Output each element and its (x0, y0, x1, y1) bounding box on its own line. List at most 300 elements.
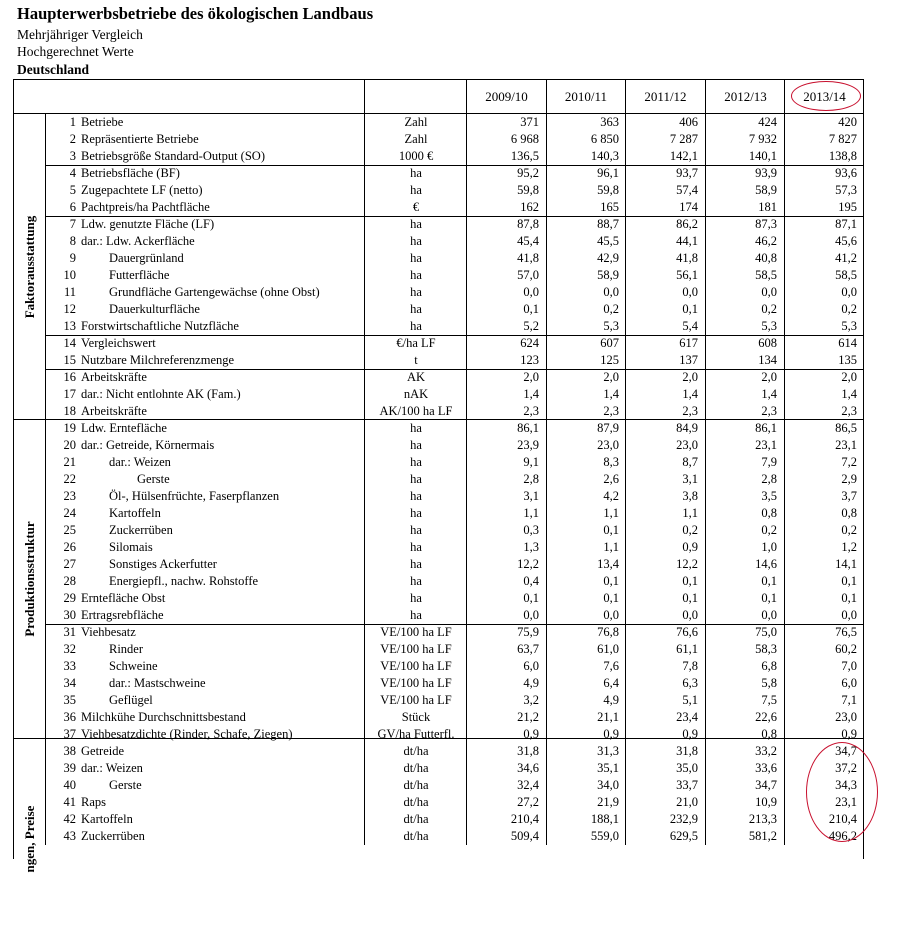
value-cell: 125 (600, 353, 619, 367)
value-cell: 87,3 (755, 217, 777, 231)
row-unit: AK/100 ha LF (379, 404, 453, 418)
table-row (0, 420, 870, 437)
row-label: Milchkühe Durchschnittsbestand (81, 710, 246, 724)
value-cell: 614 (838, 336, 857, 350)
value-cell: 0,0 (682, 285, 698, 299)
row-number: 2 (69, 132, 76, 146)
table-row (0, 352, 870, 369)
row-number: 38 (63, 744, 76, 758)
value-cell: 34,7 (835, 744, 857, 758)
row-number: 26 (63, 540, 76, 554)
table-row (0, 318, 870, 335)
year-header-2010-11: 2010/11 (564, 89, 608, 104)
value-cell: 2,8 (523, 472, 539, 486)
value-cell: 2,0 (603, 370, 619, 384)
row-label: Pachtpreis/ha Pachtfläche (81, 200, 210, 214)
table-row (0, 692, 870, 709)
value-cell: 7 932 (748, 132, 777, 146)
row-unit: dt/ha (403, 829, 429, 843)
value-cell: 0,1 (682, 591, 698, 605)
page-title: Haupterwerbsbetriebe des ökologischen Landbaus (17, 4, 374, 23)
value-cell: 4,2 (603, 489, 619, 503)
row-unit: ha (410, 166, 422, 180)
row-label: Getreide (81, 744, 125, 758)
value-cell: 86,1 (755, 421, 777, 435)
table-row (0, 233, 870, 250)
value-cell: 21,2 (517, 710, 539, 724)
row-unit: ha (410, 421, 422, 435)
table-row (0, 607, 870, 624)
section-label: Faktorausstattung (21, 215, 37, 318)
value-cell: 33,7 (676, 778, 698, 792)
row-number: 40 (63, 778, 76, 792)
value-cell: 0,8 (841, 506, 857, 520)
value-cell: 23,0 (676, 438, 698, 452)
value-cell: 46,2 (755, 234, 777, 248)
value-cell: 93,7 (676, 166, 698, 180)
value-cell: 32,4 (517, 778, 539, 792)
row-number: 11 (63, 285, 76, 299)
subtitle-comparison: Mehrjähriger Vergleich (17, 27, 143, 42)
value-cell: 165 (600, 200, 619, 214)
table-row (0, 471, 870, 488)
table-row (0, 522, 870, 539)
value-cell: 0,1 (841, 591, 857, 605)
row-unit: dt/ha (403, 795, 429, 809)
row-label: Gerste (137, 472, 170, 486)
value-cell: 22,6 (755, 710, 777, 724)
value-cell: 0,0 (761, 608, 777, 622)
row-unit: ha (410, 183, 422, 197)
value-cell: 1,1 (603, 540, 619, 554)
year-header-2011-12: 2011/12 (644, 89, 687, 104)
value-cell: 7,6 (603, 659, 619, 673)
row-unit: ha (410, 217, 422, 231)
value-cell: 8,7 (682, 455, 698, 469)
row-label: Öl-, Hülsenfrüchte, Faserpflanzen (109, 489, 280, 503)
value-cell: 84,9 (676, 421, 698, 435)
value-cell: 629,5 (669, 829, 698, 843)
row-unit: Stück (401, 710, 431, 724)
table-row (0, 131, 870, 148)
row-label: Ertragsrebfläche (81, 608, 164, 622)
row-label: Gerste (109, 778, 142, 792)
value-cell: 140,1 (748, 149, 777, 163)
country-label: Deutschland (17, 62, 90, 77)
value-cell: 0,1 (603, 523, 619, 537)
row-number: 7 (69, 217, 76, 231)
table-row (0, 250, 870, 267)
table-row (0, 811, 870, 828)
value-cell: 27,2 (517, 795, 539, 809)
row-number: 28 (63, 574, 76, 588)
table-row (0, 709, 870, 726)
table-row (0, 726, 870, 743)
row-label: Dauergrünland (109, 251, 184, 265)
row-label: Energiepfl., nachw. Rohstoffe (109, 574, 259, 588)
table-row (0, 165, 870, 182)
value-cell: 44,1 (676, 234, 698, 248)
value-cell: 0,4 (523, 574, 539, 588)
value-cell: 0,2 (682, 523, 698, 537)
value-cell: 59,8 (517, 183, 539, 197)
value-cell: 86,5 (835, 421, 857, 435)
row-number: 8 (69, 234, 76, 248)
row-number: 24 (63, 506, 76, 520)
row-unit: t (414, 353, 418, 367)
value-cell: 0,9 (523, 727, 539, 741)
value-cell: 6,8 (761, 659, 777, 673)
row-label: Kartoffeln (81, 812, 133, 826)
value-cell: 188,1 (590, 812, 619, 826)
value-cell: 56,1 (676, 268, 698, 282)
row-label: Dauerkulturfläche (109, 302, 200, 316)
value-cell: 0,2 (761, 523, 777, 537)
table-row (0, 556, 870, 573)
value-cell: 23,1 (835, 795, 857, 809)
highlight-circle-values (806, 742, 878, 842)
value-cell: 23,4 (676, 710, 698, 724)
value-cell: 7,9 (761, 455, 777, 469)
value-cell: 2,9 (841, 472, 857, 486)
table-row (0, 777, 870, 794)
row-unit: ha (410, 591, 422, 605)
row-label: Arbeitskräfte (81, 404, 147, 418)
row-unit: ha (410, 506, 422, 520)
row-label: Rinder (109, 642, 144, 656)
row-label: Grundfläche Gartengewächse (ohne Obst) (109, 285, 320, 299)
value-cell: 607 (600, 336, 619, 350)
value-cell: 136,5 (510, 149, 539, 163)
row-unit: €/ha LF (396, 336, 436, 350)
table-row (0, 199, 870, 216)
row-number: 9 (69, 251, 76, 265)
value-cell: 5,3 (841, 319, 857, 333)
row-unit: ha (410, 438, 422, 452)
value-cell: 2,0 (523, 370, 539, 384)
value-cell: 5,8 (761, 676, 777, 690)
table-row (0, 216, 870, 233)
value-cell: 45,5 (597, 234, 619, 248)
value-cell: 23,1 (835, 438, 857, 452)
value-cell: 0,0 (523, 285, 539, 299)
table-row (0, 760, 870, 777)
value-cell: 424 (758, 115, 777, 129)
value-cell: 3,8 (682, 489, 698, 503)
value-cell: 174 (679, 200, 698, 214)
row-label: Arbeitskräfte (81, 370, 147, 384)
value-cell: 0,8 (761, 727, 777, 741)
table-row (0, 658, 870, 675)
value-cell: 41,8 (676, 251, 698, 265)
value-cell: 93,9 (755, 166, 777, 180)
value-cell: 5,1 (682, 693, 698, 707)
value-cell: 4,9 (603, 693, 619, 707)
table-row (0, 641, 870, 658)
value-cell: 95,2 (517, 166, 539, 180)
row-label: Viehbesatz (81, 625, 136, 639)
table-row (0, 437, 870, 454)
value-cell: 0,0 (761, 285, 777, 299)
value-cell: 1,1 (682, 506, 698, 520)
row-number: 33 (63, 659, 76, 673)
value-cell: 7,2 (841, 455, 857, 469)
value-cell: 87,8 (517, 217, 539, 231)
row-unit: ha (410, 608, 422, 622)
value-cell: 420 (838, 115, 857, 129)
value-cell: 7,8 (682, 659, 698, 673)
table-row (0, 267, 870, 284)
value-cell: 21,0 (676, 795, 698, 809)
row-unit: dt/ha (403, 778, 429, 792)
row-unit: VE/100 ha LF (380, 659, 452, 673)
value-cell: 3,1 (682, 472, 698, 486)
row-number: 16 (63, 370, 76, 384)
value-cell: 1,2 (841, 540, 857, 554)
row-label: dar.: Nicht entlohnte AK (Fam.) (81, 387, 241, 401)
value-cell: 23,0 (835, 710, 857, 724)
value-cell: 0,1 (523, 302, 539, 316)
value-cell: 0,0 (682, 608, 698, 622)
row-number: 43 (63, 829, 76, 843)
row-label: Kartoffeln (109, 506, 161, 520)
row-unit: VE/100 ha LF (380, 625, 452, 639)
value-cell: 142,1 (669, 149, 698, 163)
value-cell: 137 (679, 353, 698, 367)
row-unit: ha (410, 540, 422, 554)
value-cell: 86,2 (676, 217, 698, 231)
value-cell: 0,1 (682, 574, 698, 588)
row-label: Vergleichswert (81, 336, 156, 350)
value-cell: 4,9 (523, 676, 539, 690)
row-unit: ha (410, 319, 422, 333)
value-cell: 1,1 (603, 506, 619, 520)
row-number: 25 (63, 523, 76, 537)
row-unit: dt/ha (403, 761, 429, 775)
table-row (0, 454, 870, 471)
table-row (0, 182, 870, 199)
value-cell: 33,2 (755, 744, 777, 758)
table-row (0, 369, 870, 386)
value-cell: 35,1 (597, 761, 619, 775)
row-label: Ldw. genutzte Fläche (LF) (81, 217, 215, 231)
row-unit: VE/100 ha LF (380, 676, 452, 690)
value-cell: 559,0 (590, 829, 619, 843)
value-cell: 0,1 (603, 574, 619, 588)
row-number: 12 (63, 302, 76, 316)
row-number: 34 (63, 676, 76, 690)
value-cell: 2,3 (523, 404, 539, 418)
value-cell: 8,3 (603, 455, 619, 469)
value-cell: 135 (838, 353, 857, 367)
value-cell: 2,3 (841, 404, 857, 418)
value-cell: 138,8 (828, 149, 857, 163)
row-number: 32 (63, 642, 76, 656)
row-unit: VE/100 ha LF (380, 693, 452, 707)
table-row (0, 114, 870, 131)
row-number: 5 (69, 183, 76, 197)
value-cell: 0,1 (682, 302, 698, 316)
value-cell: 21,1 (597, 710, 619, 724)
value-cell: 123 (520, 353, 539, 367)
row-label: Zugepachtete LF (netto) (81, 183, 203, 197)
value-cell: 9,1 (523, 455, 539, 469)
value-cell: 14,6 (755, 557, 777, 571)
value-cell: 1,4 (682, 387, 698, 401)
value-cell: 0,1 (603, 591, 619, 605)
row-label: dar.: Weizen (109, 455, 171, 469)
value-cell: 6,0 (523, 659, 539, 673)
row-number: 20 (63, 438, 76, 452)
row-number: 29 (63, 591, 76, 605)
row-number: 22 (63, 472, 76, 486)
row-label: Sonstiges Ackerfutter (109, 557, 217, 571)
value-cell: 35,0 (676, 761, 698, 775)
value-cell: 496,2 (828, 829, 857, 843)
value-cell: 14,1 (835, 557, 857, 571)
row-number: 37 (63, 727, 76, 741)
value-cell: 7,1 (841, 693, 857, 707)
value-cell: 134 (758, 353, 777, 367)
row-number: 18 (63, 404, 76, 418)
value-cell: 57,4 (676, 183, 698, 197)
value-cell: 87,9 (597, 421, 619, 435)
row-number: 21 (63, 455, 76, 469)
row-number: 27 (63, 557, 76, 571)
table-row (0, 624, 870, 641)
value-cell: 41,8 (517, 251, 539, 265)
row-label: Erntefläche Obst (81, 591, 166, 605)
value-cell: 0,2 (841, 302, 857, 316)
value-cell: 23,1 (755, 438, 777, 452)
value-cell: 0,1 (761, 591, 777, 605)
row-label: dar.: Ldw. Ackerfläche (81, 234, 195, 248)
value-cell: 0,9 (682, 727, 698, 741)
value-cell: 0,0 (841, 285, 857, 299)
row-number: 19 (63, 421, 76, 435)
row-number: 41 (63, 795, 76, 809)
value-cell: 58,9 (597, 268, 619, 282)
value-cell: 76,6 (676, 625, 698, 639)
value-cell: 617 (679, 336, 698, 350)
table-row (0, 590, 870, 607)
value-cell: 406 (679, 115, 698, 129)
table-row (0, 573, 870, 590)
value-cell: 3,5 (761, 489, 777, 503)
row-label: Zuckerrüben (81, 829, 145, 843)
value-cell: 1,4 (841, 387, 857, 401)
value-cell: 1,4 (523, 387, 539, 401)
value-cell: 58,5 (835, 268, 857, 282)
table-row (0, 794, 870, 811)
value-cell: 88,7 (597, 217, 619, 231)
value-cell: 34,0 (597, 778, 619, 792)
row-unit: 1000 € (398, 149, 434, 163)
table-row (0, 148, 870, 165)
year-header-2013-14: 2013/14 (803, 89, 846, 104)
row-label: Betriebe (81, 115, 124, 129)
table-row (0, 505, 870, 522)
value-cell: 13,4 (597, 557, 619, 571)
value-cell: 93,6 (835, 166, 857, 180)
value-cell: 7 287 (669, 132, 698, 146)
value-cell: 5,4 (682, 319, 698, 333)
value-cell: 0,0 (603, 285, 619, 299)
table-row (0, 301, 870, 318)
row-number: 14 (63, 336, 76, 350)
value-cell: 0,2 (841, 523, 857, 537)
value-cell: 2,3 (603, 404, 619, 418)
value-cell: 76,5 (835, 625, 857, 639)
subtitle-extrapolated: Hochgerechnet Werte (17, 44, 134, 59)
value-cell: 0,1 (523, 591, 539, 605)
value-cell: 75,9 (517, 625, 539, 639)
row-label: Nutzbare Milchreferenzmenge (81, 353, 235, 367)
value-cell: 0,9 (841, 727, 857, 741)
value-cell: 0,3 (523, 523, 539, 537)
value-cell: 45,4 (517, 234, 539, 248)
row-label: dar.: Mastschweine (109, 676, 206, 690)
value-cell: 57,0 (517, 268, 539, 282)
value-cell: 6,3 (682, 676, 698, 690)
value-cell: 58,5 (755, 268, 777, 282)
year-header-2009-10: 2009/10 (485, 89, 528, 104)
value-cell: 608 (758, 336, 777, 350)
row-unit: GV/ha Futterfl. (377, 727, 455, 741)
value-cell: 58,9 (755, 183, 777, 197)
value-cell: 31,3 (597, 744, 619, 758)
section-label: Produktionsstruktur (21, 521, 37, 637)
value-cell: 76,8 (597, 625, 619, 639)
value-cell: 1,1 (523, 506, 539, 520)
value-cell: 213,3 (748, 812, 777, 826)
value-cell: 34,6 (517, 761, 539, 775)
value-cell: 7,5 (761, 693, 777, 707)
value-cell: 1,3 (523, 540, 539, 554)
value-cell: 140,3 (590, 149, 619, 163)
value-cell: 6 968 (510, 132, 539, 146)
row-label: Forstwirtschaftliche Nutzfläche (81, 319, 239, 333)
value-cell: 0,1 (841, 574, 857, 588)
table-row (0, 539, 870, 556)
row-number: 17 (63, 387, 76, 401)
value-cell: 2,8 (761, 472, 777, 486)
row-label: Viehbesatzdichte (Rinder, Schafe, Ziegen) (81, 727, 293, 741)
value-cell: 41,2 (835, 251, 857, 265)
value-cell: 21,9 (597, 795, 619, 809)
value-cell: 2,6 (603, 472, 619, 486)
value-cell: 96,1 (597, 166, 619, 180)
row-number: 10 (63, 268, 76, 282)
row-unit: ha (410, 472, 422, 486)
row-unit: VE/100 ha LF (380, 642, 452, 656)
value-cell: 181 (758, 200, 777, 214)
value-cell: 0,8 (761, 506, 777, 520)
row-label: Zuckerrüben (109, 523, 173, 537)
value-cell: 0,1 (761, 574, 777, 588)
value-cell: 23,9 (517, 438, 539, 452)
table-row (0, 403, 870, 420)
row-unit: ha (410, 268, 422, 282)
value-cell: 0,0 (841, 608, 857, 622)
row-number: 39 (63, 761, 76, 775)
value-cell: 509,4 (510, 829, 539, 843)
value-cell: 0,2 (761, 302, 777, 316)
table-row (0, 284, 870, 301)
table-row (0, 488, 870, 505)
value-cell: 0,2 (603, 302, 619, 316)
row-unit: ha (410, 574, 422, 588)
